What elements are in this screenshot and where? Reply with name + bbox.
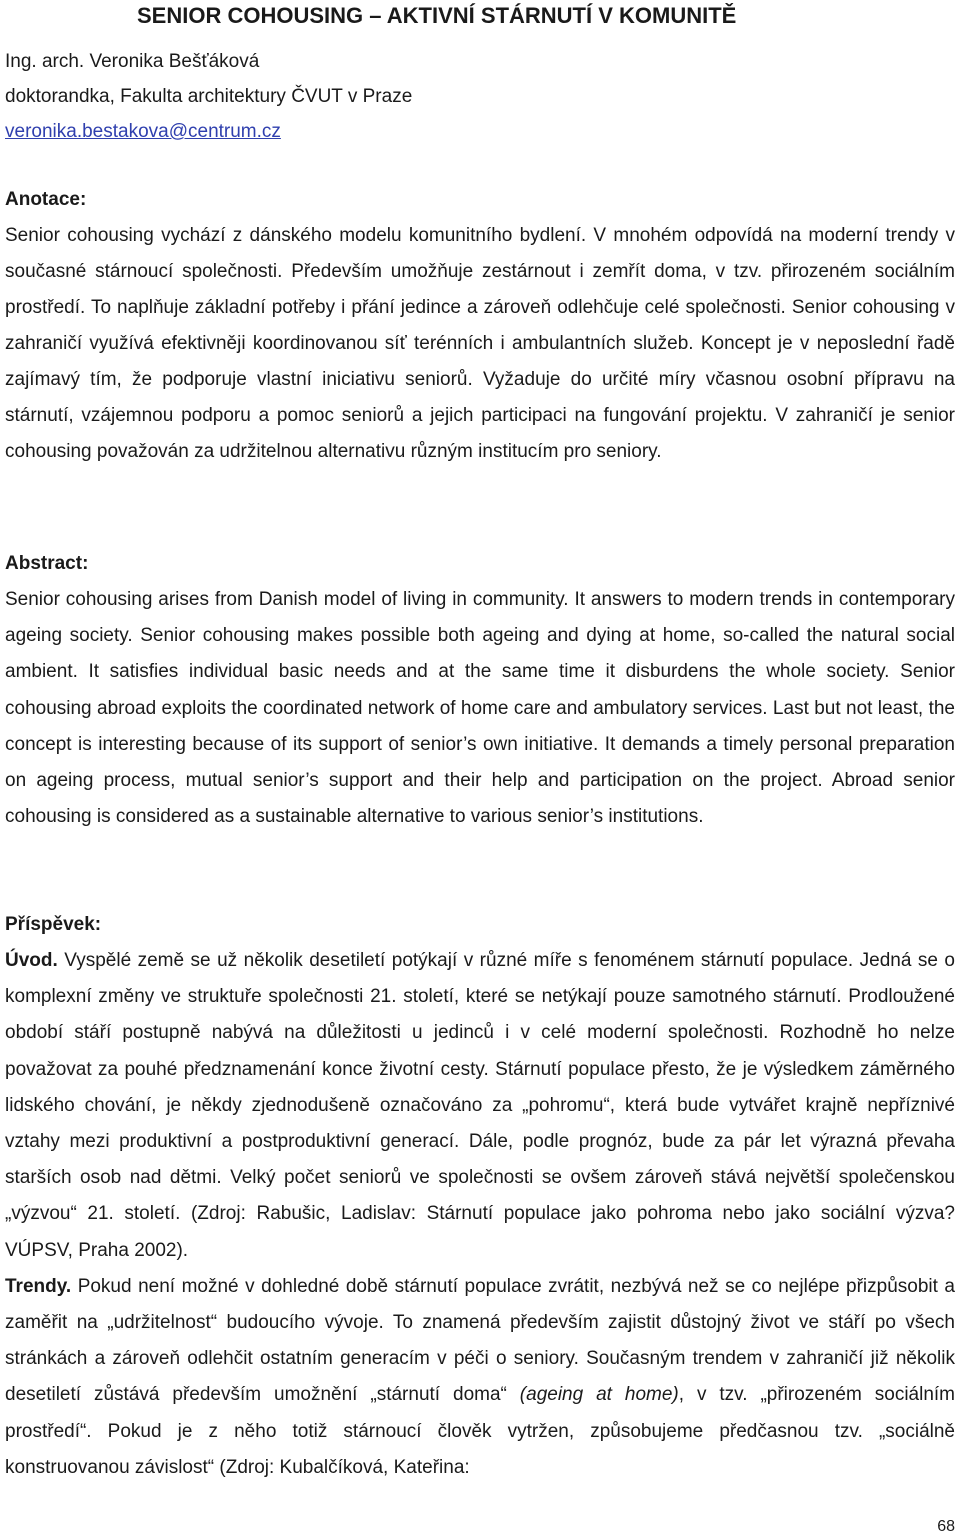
paper-title: SENIOR COHOUSING – AKTIVNÍ STÁRNUTÍ V KOMUNITĚ bbox=[137, 3, 737, 28]
abstract-heading: Abstract: bbox=[5, 553, 89, 574]
author-name: Ing. arch. Veronika Bešťáková bbox=[5, 51, 260, 72]
anotace-text: Senior cohousing vychází z dánského modelu komunitního bydlení. V mnohém odpovídá na moderní trendy v současné stárnoucí společnosti. Především umožňuje zestárnout i zemřít doma, v tzv. přirozeném sociálním prostředí. To naplňuje základní potřeby i přání jedince a zároveň odlehčuje celé společnosti. Senior cohousing v zahraničí využívá efektivněji koordinovanou síť terénních i ambulantních služeb. Koncept je v neposlední řadě zajímavý tím, že podporuje vlastní iniciativu seniorů. Vyžaduje do určité míry včasnou osobní přípravu na stárnutí, vzájemnou podporu a pomoc seniorů a jejich participaci na fungování projektu. V zahraničí je senior cohousing považován za udržitelnou alternativu různým institucím pro seniory. bbox=[5, 225, 955, 462]
trendy-text-1: Pokud není možné v dohledné době stárnutí populace zvrátit, nezbývá než se co nejlépe přizpůsobit a zaměřit na „udržitelnost“ budoucího vývoje. To znamená především zajistit důstojný život ve stáří po všech stránkách a zároveň odlehčit ostatním generacím v péči o seniory. Současným trendem v zahraničí již několik desetiletí zůstává především umožnění „stárnutí doma“ bbox=[5, 1275, 955, 1406]
abstract-text: Senior cohousing arises from Danish model of living in community. It answers to modern trends in contemporary ageing society. Senior cohousing makes possible both ageing and dying at home, so-called the natural social ambient. It satisfies individual basic needs and at the same time it disburdens the whole society. Senior cohousing abroad exploits the coordinated network of home care and ambulatory services. Last but not least, the concept is interesting because of its support of senior’s own initiative. It demands a timely personal preparation on ageing process, mutual senior’s support and their help and participation on the project. Abroad senior cohousing is considered as a sustainable alternative to various senior’s institutions. bbox=[5, 589, 955, 828]
author-affiliation: doktorandka, Fakulta architektury ČVUT v Praze bbox=[5, 86, 413, 107]
anotace-heading: Anotace: bbox=[5, 189, 87, 210]
trendy-text-2: , v tzv. „přirozeném sociálním prostředí“. Pokud je z něho totiž stárnoucí člověk vytržen, způsobujeme předčasnou tzv. „sociálně konstruovanou závislost“ (Zdroj: Kubalčíková, Kateřina: bbox=[5, 1384, 956, 1478]
abstract-section bbox=[5, 546, 955, 835]
author-block bbox=[5, 44, 412, 149]
trendy-paragraph bbox=[5, 1269, 955, 1486]
trendy-lead: Trendy. bbox=[5, 1275, 72, 1297]
uvod-text: Vyspělé země se už několik desetiletí potýkají v různé míře s fenoménem stárnutí populace. Jedná se o komplexní změny ve struktuře společnosti 21. století, které se netýkají pouze samotného stárnutí. Prodloužené období stáří postupně nabývá na důležitosti u jedinců i v celé moderní společnosti. Rozhodně ho nelze považovat za pouhé předznamenání konce životní cesty. Stárnutí populace přesto, že je výsledkem záměrného lidského chování, je někdy zjednodušeně označováno za „pohromu“, která bude vytvářet krajně nepříznivé vztahy mezi produktivní a postproduktivní generací. Dále, podle prognóz, bude za pár let výrazná převaha starších osob nad dětmi. Velký počet seniorů ve společnosti se ovšem zároveň stává největší společenskou „výzvou“ 21. století. (Zdroj: Rabušic, Ladislav: Stárnutí populace jako pohroma nebo jako sociální výzva? VÚPSV, Praha 2002). bbox=[5, 950, 955, 1261]
prispevek-heading: Příspěvek: bbox=[5, 914, 102, 935]
anotace-section bbox=[5, 182, 955, 470]
uvod-lead: Úvod. bbox=[5, 950, 58, 971]
page-number: 68 bbox=[937, 1518, 955, 1535]
author-email-link[interactable]: veronika.bestakova@centrum.cz bbox=[5, 121, 281, 142]
prispevek-section bbox=[5, 907, 955, 1486]
uvod-paragraph bbox=[5, 943, 955, 1269]
trendy-italic: (ageing at home) bbox=[519, 1384, 679, 1406]
